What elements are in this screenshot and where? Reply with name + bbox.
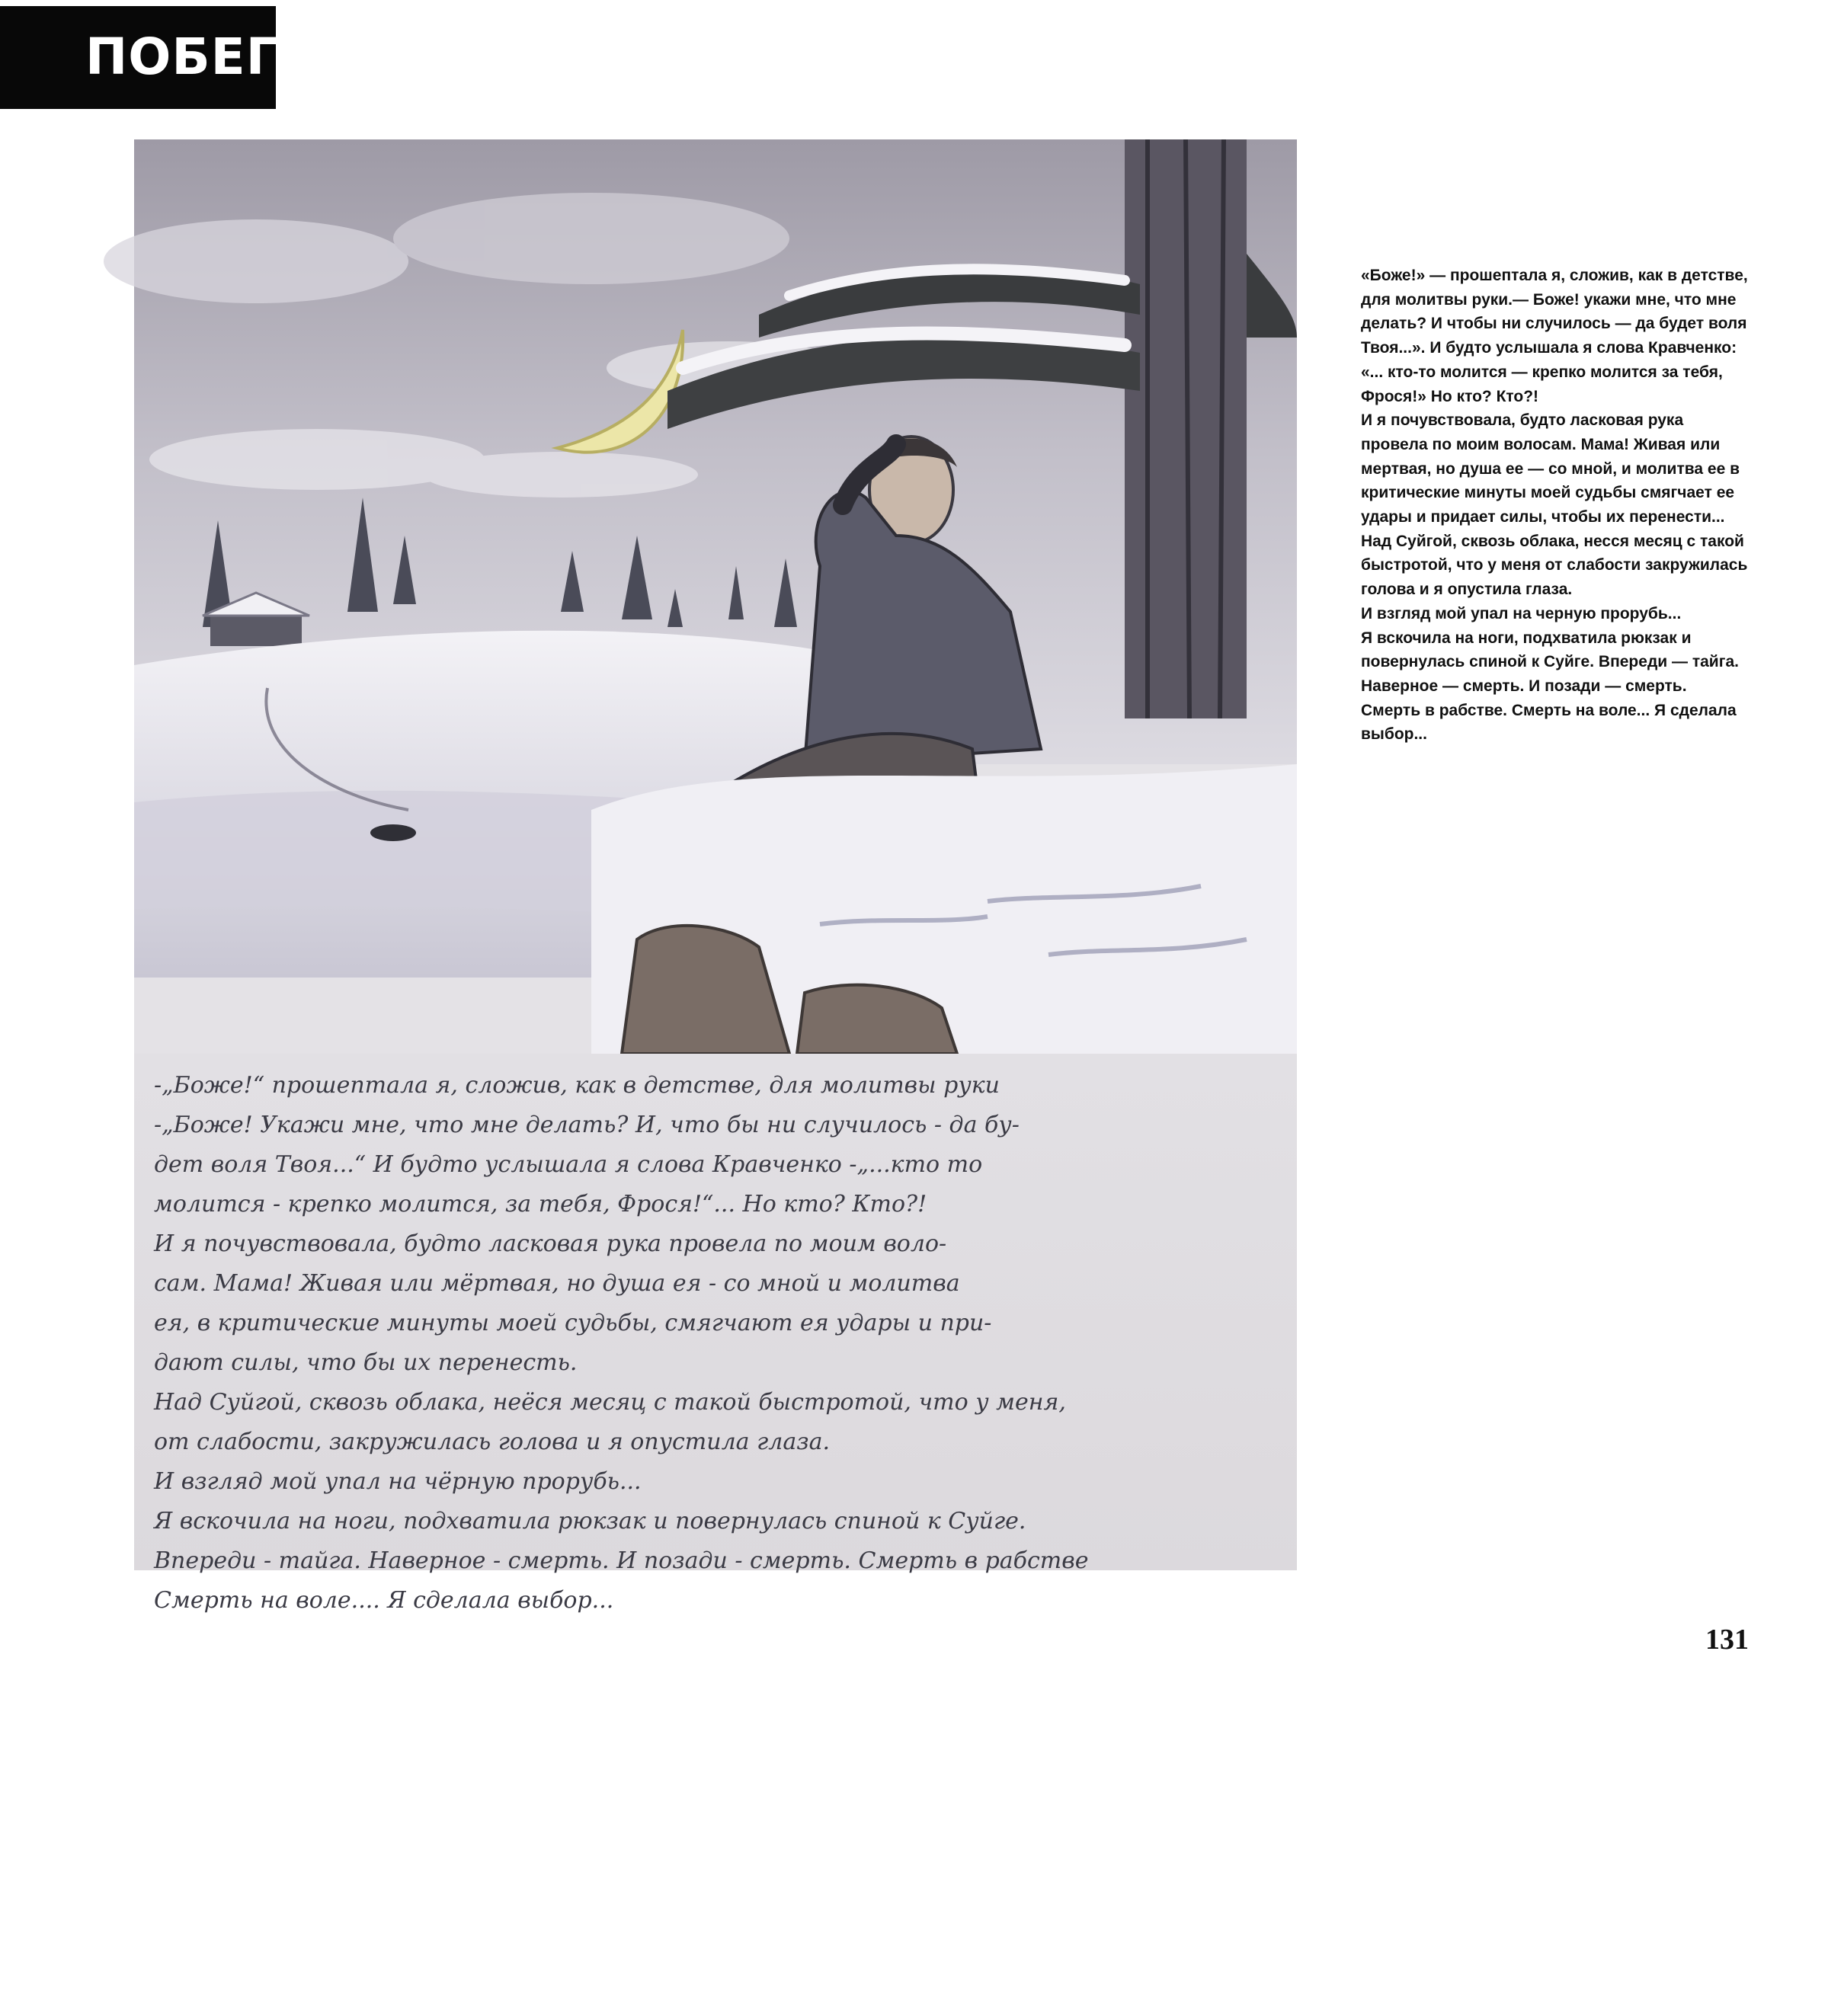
- handwritten-line: сам. Мама! Живая или мёртвая, но душа ея - со мной и молитва: [154, 1270, 960, 1297]
- handwritten-line: Впереди - тайга. Наверное - смерть. И позади - смерть. Смерть в рабстве: [154, 1547, 1089, 1574]
- handwritten-line: -„Боже!“ прошептала я, сложив, как в детстве, для молитвы руки: [154, 1072, 1000, 1099]
- handwritten-line: молится - крепко молится, за тебя, Фрося!“... Но кто? Кто?!: [154, 1191, 927, 1218]
- handwritten-line: Смерть на воле.... Я сделала выбор...: [154, 1587, 614, 1614]
- text-paragraph: И я почувствовала, будто ласковая рука провела по моим волосам. Мама! Живая или мертвая, но душа ее — со мной, и молитва ее в критические минуты моей судьбы смягчает ее удары и придает силы, чтобы их перенести...: [1361, 411, 1740, 526]
- text-paragraph: Над Суйгой, сквозь облака, несся месяц с такой быстротой, что у меня от слабости закружилась голова и я опустила глаза.: [1361, 532, 1748, 599]
- handwritten-line: -„Боже! Укажи мне, что мне делать? И, что бы ни случилось - да бу-: [154, 1112, 1020, 1138]
- chapter-title: ПОБЕГ: [85, 27, 279, 86]
- text-paragraph: «Боже!» — прошептала я, сложив, как в детстве, для молитвы руки.— Боже! укажи мне, что мне делать? И чтобы ни случилось — да будет воля Твоя...». И будто услышала я слова Кравченко: «... кто-то молится — крепко молится за тебя, Фрося!» Но кто? Кто?!: [1361, 267, 1748, 405]
- handwritten-caption: [154, 1067, 1282, 1622]
- illustration-plate: [134, 139, 1297, 1614]
- text-paragraph: И взгляд мой упал на черную прорубь...: [1361, 604, 1682, 622]
- handwritten-line: от слабости, закружилась голова и я опустила глаза.: [154, 1429, 831, 1455]
- page-number: 131: [1705, 1624, 1749, 1656]
- chapter-header: [0, 6, 279, 109]
- handwritten-line: И взгляд мой упал на чёрную прорубь...: [154, 1468, 642, 1495]
- printed-text-column: [1361, 264, 1748, 747]
- handwritten-line: Над Суйгой, сквозь облака, неёся месяц с такой быстротой, что у меня,: [154, 1389, 1066, 1416]
- text-paragraph: Я вскочила на ноги, подхватила рюкзак и повернулась спиной к Суйге. Впереди — тайга. Наверное — смерть. И позади — смерть. Смерть в рабстве. Смерть на воле... Я сделала выбор...: [1361, 629, 1739, 744]
- handwritten-line: Я вскочила на ноги, подхватила рюкзак и повернулась спиной к Суйге.: [154, 1508, 1026, 1534]
- handwritten-line: дают силы, что бы их перенесть.: [154, 1349, 578, 1376]
- handwritten-line: И я почувствовала, будто ласковая рука провела по моим воло-: [154, 1230, 947, 1257]
- handwritten-line: дет воля Твоя...“ И будто услышала я слова Кравченко -„...кто то: [154, 1151, 983, 1178]
- handwritten-line: ея, в критические минуты моей судьбы, смягчают ея удары и при-: [154, 1310, 992, 1336]
- ice-hole: [370, 824, 416, 841]
